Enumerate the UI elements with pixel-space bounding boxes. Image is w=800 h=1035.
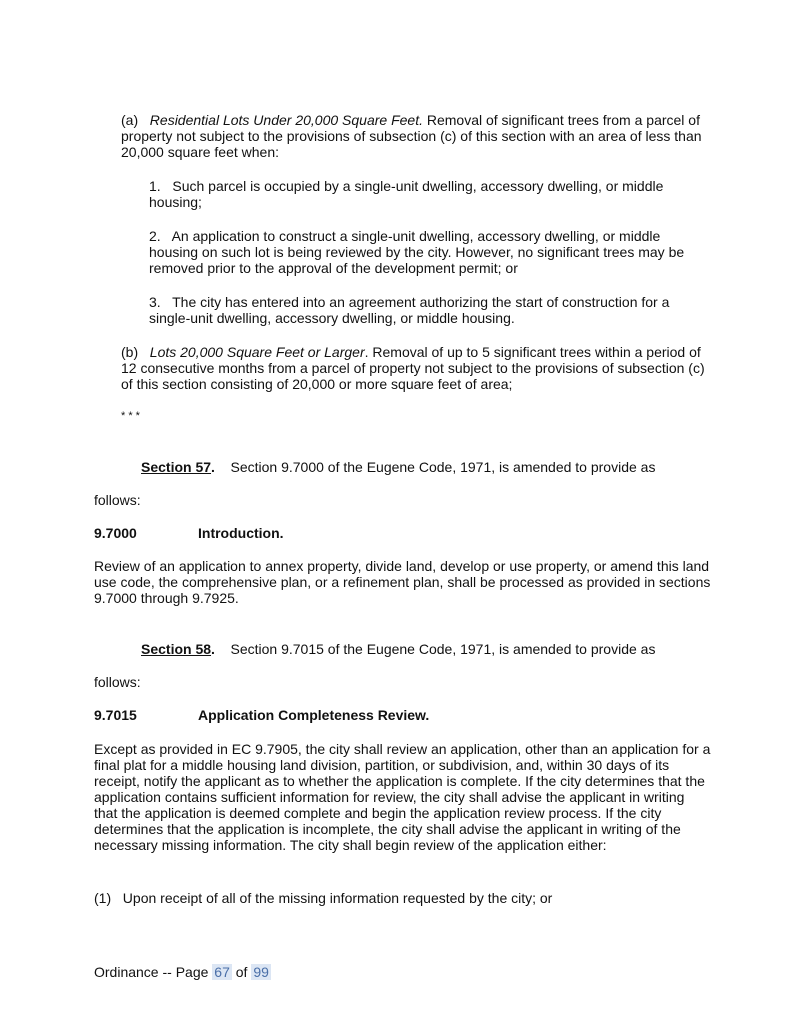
section-58-label: Section 58: [141, 641, 212, 657]
subsection-b-title: Lots 20,000 Square Feet or Larger: [149, 344, 365, 360]
subsection-a: [121, 112, 711, 160]
section-57-line: Section 57. Section 9.7000 of the Eugene Code, 1971, is amended to provide as: [141, 459, 656, 475]
section-58-follows: follows:: [94, 674, 141, 690]
section-57-body: Review of an application to annex property, divide land, develop or use property, or amend this land use code, the comprehensive plan, or a refinement plan, shall be processed as provided in sections 9.7000 through 9.7925.: [94, 558, 711, 606]
section-58-item-1: (1) Upon receipt of all of the missing information requested by the city; or: [94, 890, 553, 906]
section-57-follows: follows:: [94, 492, 141, 508]
subsection-b: [121, 344, 711, 392]
list-item: 3. The city has entered into an agreement authorizing the start of construction for a single-unit dwelling, accessory dwelling, or middle housing.: [149, 294, 670, 326]
heading-title: Introduction.: [198, 525, 284, 541]
section-58-line: Section 58. Section 9.7015 of the Eugene Code, 1971, is amended to provide as: [141, 641, 656, 657]
list-item: 1. Such parcel is occupied by a single-unit dwelling, accessory dwelling, or middle housing;: [149, 178, 664, 210]
subsection-b-marker: (b): [121, 344, 139, 360]
subsection-b-text: . Removal of up to 5 significant trees within a period of 12 consecutive months from a parcel of property not subject to the provisions of subsection (c) of this section consisting of 20,000 or more square feet of area;: [121, 344, 705, 392]
list-item: 2. An application to construct a single-unit dwelling, accessory dwelling, or middle housing on such lot is being reviewed by the city. However, no significant trees may be removed prior to the approval of the development permit; or: [149, 228, 685, 276]
heading-number: 9.7015: [94, 707, 137, 723]
section-58-body: Except as provided in EC 9.7905, the city shall review an application, other than an application for a final plat for a middle housing land division, partition, or subdivision, and, within 30 days of its receipt, notify the applicant as to whether the application is complete. If the city determines that the application contains sufficient information for review, the city shall advise the applicant in writing that the application is deemed complete and begin the application review process. If the city determines that the application is incomplete, the city shall advise the applicant in writing of the necessary missing information. The city shall begin review of the application either:: [94, 741, 711, 853]
heading-number: 9.7000: [94, 525, 137, 541]
subsection-a-title: Residential Lots Under 20,000 Square Feet.: [149, 112, 423, 128]
heading-title: Application Completeness Review.: [198, 707, 430, 723]
page-total-field: 99: [253, 964, 269, 980]
section-57-heading: [94, 525, 711, 541]
ellipsis: * * *: [121, 410, 140, 422]
subsection-a-text: Removal of significant trees from a parcel of property not subject to the provisions of subsection (c) of this section with an area of less than 20,000 square feet when:: [121, 112, 702, 160]
section-57-label: Section 57: [141, 459, 212, 475]
page-footer: Ordinance -- Page 67 of 99: [94, 964, 269, 980]
subsection-a-marker: (a): [121, 112, 139, 128]
page-number-field: 67: [214, 964, 230, 980]
section-58-heading: [94, 707, 711, 723]
